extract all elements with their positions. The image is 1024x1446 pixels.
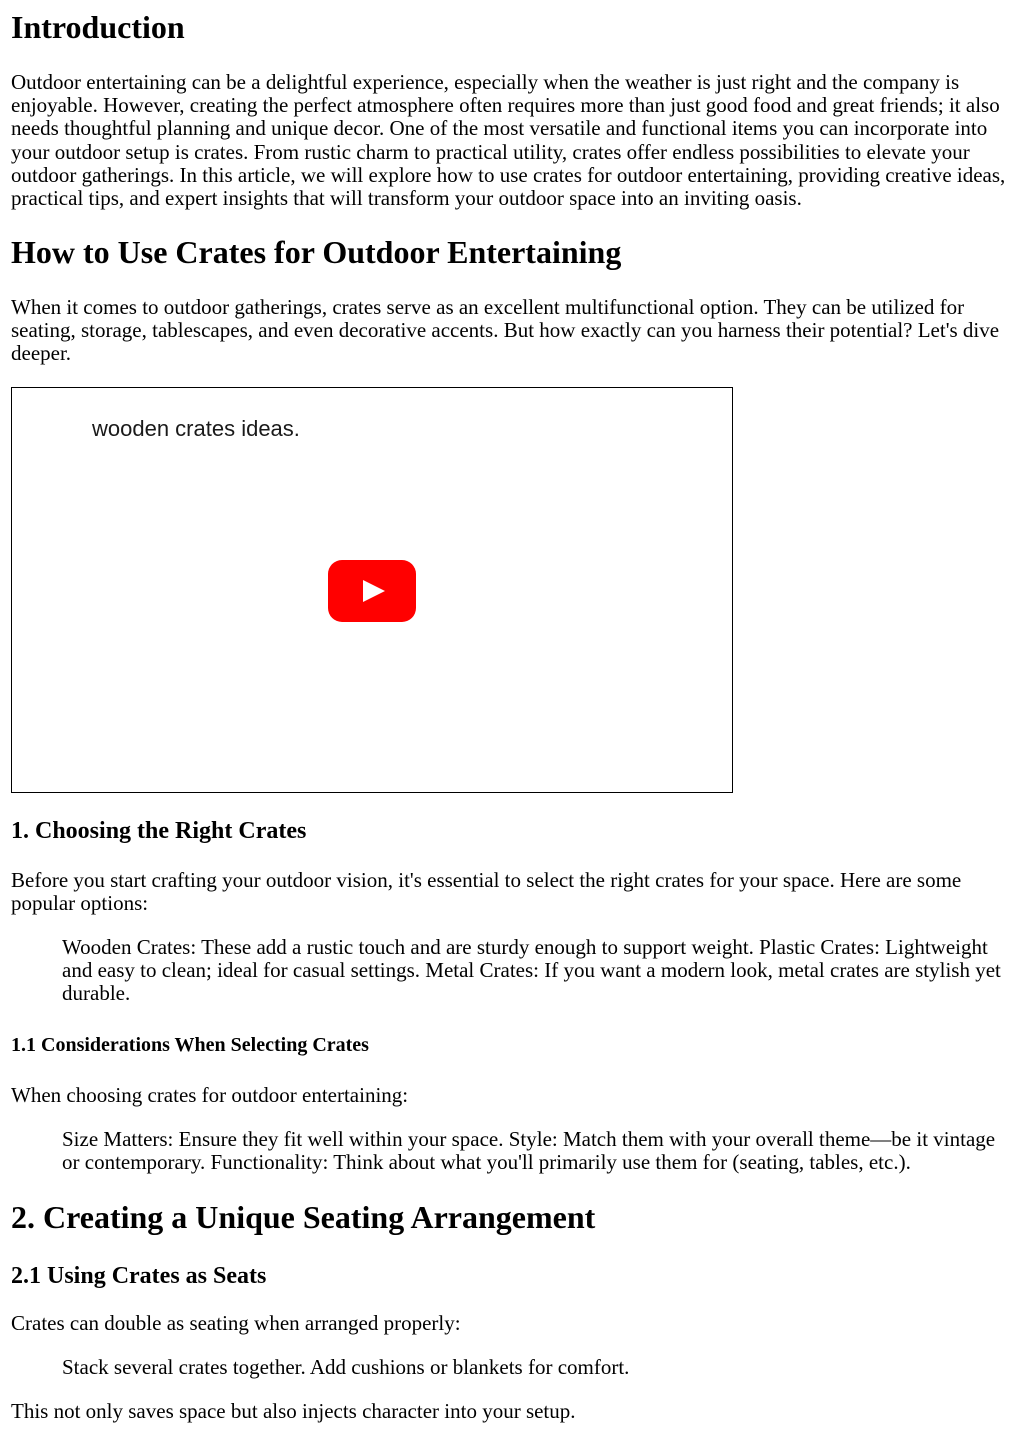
intro-heading: Introduction [11, 9, 185, 45]
considerations-paragraph: When choosing crates for outdoor entertaining: [11, 1083, 409, 1107]
closing-paragraph: This not only saves space but also injects character into your setup. [11, 1399, 576, 1423]
considerations-heading: 1.1 Considerations When Selecting Crates [11, 1034, 369, 1056]
seats-heading: 2.1 Using Crates as Seats [11, 1263, 267, 1289]
video-embed[interactable] [11, 387, 733, 793]
how-to-heading: How to Use Crates for Outdoor Entertaining [11, 234, 622, 270]
considerations-quote: Size Matters: Ensure they fit well within your space. Style: Match them with your overall theme—be it vintage or contemporary. Functionality: Think about what you'll primarily use them for (seating, tables, etc.). [62, 1127, 996, 1175]
video-title[interactable]: wooden crates ideas. [92, 416, 300, 441]
seats-paragraph: Crates can double as seating when arranged properly: [11, 1311, 461, 1335]
seats-quote: Stack several crates together. Add cushions or blankets for comfort. [62, 1355, 630, 1379]
choosing-quote: Wooden Crates: These add a rustic touch and are sturdy enough to support weight. Plastic Crates: Lightweight and easy to clean; ideal for casual settings. Metal Crates: If you want a modern look, metal crates are stylish yet durable. [62, 935, 1001, 1006]
youtube-play-icon[interactable] [328, 560, 416, 622]
intro-paragraph: Outdoor entertaining can be a delightful experience, especially when the weather is just right and the company is enjoyable. However, creating the perfect atmosphere often requires more than just good food and great friends; it also needs thoughtful planning and unique decor. One of the most versatile and functional items you can incorporate into your outdoor setup is crates. From rustic charm to practical utility, crates offer endless possibilities to elevate your outdoor gatherings. In this article, we will explore how to use crates for outdoor entertaining, providing creative ideas, practical tips, and expert insights that will transform your outdoor space into an inviting oasis. [11, 70, 1006, 211]
choosing-heading: 1. Choosing the Right Crates [11, 818, 307, 844]
seating-heading: 2. Creating a Unique Seating Arrangement [11, 1199, 596, 1235]
choosing-paragraph: Before you start crafting your outdoor vision, it's essential to select the right crates for your space. Here are some popular options: [11, 868, 962, 916]
how-to-paragraph: When it comes to outdoor gatherings, crates serve as an excellent multifunctional option. They can be utilized for seating, storage, tablescapes, and even decorative accents. But how exactly can you harness their potential? Let's dive deeper. [11, 295, 1000, 366]
